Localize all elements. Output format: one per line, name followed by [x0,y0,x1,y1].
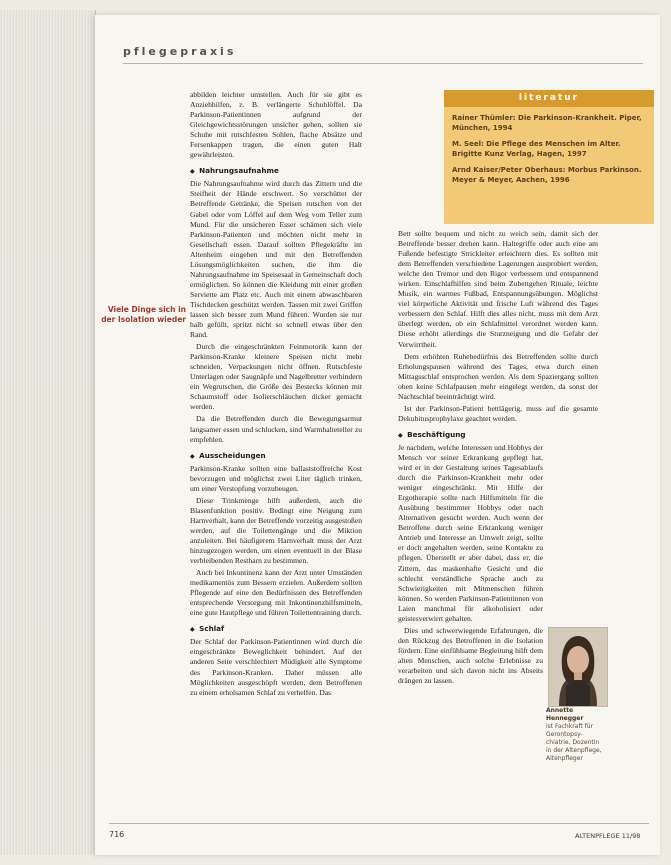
section-heading-beschaeftigung [398,430,598,441]
paragraph: Der Schlaf der Parkinson-Patientinnen wird durch die eingeschränkte Beweglichkeit behindert. Auf der anderen Seite verschlechtert Müdigkeit alle Symptome des Parkinson-Kranken. Daher müssen alle Möglichkeiten ausgeschöpft werden, dem Betroffenen zu einem erholsamen Schlaf zu verhelfen. Das [190,637,362,697]
paragraph: Parkinson-Kranke sollten eine ballaststoffreiche Kost bevorzugen und möglichst zwei Liter täglich trinken, um einer Verstopfung vorzubeugen. [190,463,362,493]
section-header: pflegepraxis [123,45,237,58]
paragraph: Je nachdem, welche Interessen und Hobbys der Mensch vor seiner Erkrankung gepflegt hat, wird er in der Gestaltung seines Tagesablaufs durch die Parkinson-Krankheit mehr oder weniger eingeschränkt. Mit Hilfe der Ergotherapie sollte nach Hilfsmitteln für die Ausübung bestimmter Hobbys oder nach Alternativen gesucht werden. Auch wenn der Betroffene durch seine Erkrankung weniger Antrieb und Interesse an Umwelt zeigt, sollte er doch angehalten werden, seine Kontakte zu pflegen. Überstellt er aber dabei, dass er, die Zittern, das maskenhafte Gesicht und die schlecht verständliche Sprache auch zu Schwierigkeiten mit Mitmenschen führen können. So werden Parkinson-Patientinnen von Laien manchmal für alkoholisiert oder geistesverwirrt gehalten. [398,442,543,623]
paragraph: Da die Betreffenden durch die Bewegungsarmut langsamer essen und schlucken, sind Warmhalteteller zu empfehlen. [190,414,362,444]
paragraph: Auch bei Inkontinenz kann der Arzt unter Umständen medikamentös zum Bessern erzielen. Außerdem sollten Pflegende auf eine den Bedürfnissen des Betreffenden entsprechende Versorgung mit Inkontinenzhilfsmitteln, eine gute Hautpflege und führen Toilettentraining durch. [190,568,362,618]
author-bio-line: ist Fachkraft für [546,723,593,730]
paragraph: Bett sollte bequem und nicht zu weich sein, damit sich der Betreffende besser drehen kann. Haltegriffe oder auch eine am Fußende befestigte Strickleiter erleichtern dies. Es sollten mit dem Betreffenden verschiedene Lagerungen ausprobiert werden, welche den Tremor und den Rigor verbessern und entspannend wirken. Einschlafhilfen sind beim Zubettgehen Rituale, leichte Musik, ein warmes Fußbad, Entspannungsübungen. Möglichst viel körperliche Aktivität und frische Luft während des Tages verbessern den Schlaf. Hilft dies alles nicht, muss mit dem Arzt überlegt werden, ob ein Schlafmittel verordnet werden kann. Diese erhöht allerdings die Sturzneigung und die Gefahr der Verwirrtheit. [398,229,598,349]
paragraph: Dies und schwerwiegende Erfahrungen, die den Rückzug des Betroffenen in die Isolation fördern. Eine einfühlsame Begleitung hilft dem alten Menschen, auch solche Erlebnisse zu verarbeiten und sich davon nicht ins Abseits drängen zu lassen. [398,625,543,686]
author-caption [546,707,604,763]
header-rule [123,63,643,64]
paragraph: Diese Trinkmenge hilft außerdem, auch die Blasenfunktion positiv. Bedingt eine Neigung zum Harnverhalt, kann der Betreffende vorzeitig ausgestoßen werden, auf die Toilettengänge und die Miktion anzuleiten. Bei häufigerem Harnverhalt muss der Arzt hinzugezogen werden, um einen eventuell in der Blase verbleibenden Restharn zu bestimmen. [190,495,362,566]
section-heading-text: Ausscheidungen [199,450,266,460]
diamond-bullet-icon: ◆ [190,626,195,634]
section-heading-text: Beschäftigung [407,429,466,439]
page-number: 716 [109,830,125,839]
literature-entry: Rainer Thümler: Die Parkinson-Krankheit. Piper, München, 1994 [452,114,642,132]
paragraph: Durch die eingeschränkten Feinmotorik kann der Parkinson-Kranke kleinere Speisen nicht mehr schneiden, Verpackungen nicht öffnen. Rutschfeste Unterlagen oder Saugnäpfe und Nagelbretter verhindern ein Wegrutschen, die Größe des Bestecks können mit Schaumstoff oder Isolierschläuchen dicker gemacht werden. [190,342,362,412]
magazine-page [95,15,660,855]
author-portrait-image [549,628,607,706]
book-page-edges [0,10,96,855]
literature-heading: literatur [444,90,654,107]
literature-entry: M. Seel: Die Pflege des Menschen im Alter. Brigitte Kunz Verlag, Hagen, 1997 [452,140,621,158]
section-heading-nahrungsaufnahme [190,166,362,177]
paragraph: Dem erhöhten Ruhebedürfnis des Betreffenden sollte durch Erholungspausen während des Tages, etwa durch einen Mittagsschlaf entsprochen werden. Als dem Spaziergang sollten oben keine Schlafpausen mehr eingelegt werden, da sonst der Nachtschlaf beeinträchtigt wird. [398,351,598,401]
paragraph: Die Nahrungsaufnahme wird durch das Zittern und die Steifheit der Hände erschwert. So verschüttet der Betreffende Getränke, die Speisen rutschen von der Gabel oder vom Löffel auf dem Weg vom Teller zum Mund. Für die unsicheren Esser schämen sich viele Parkinson-Patienten und möchten nicht mehr in Gesellschaft essen. Darauf sollten Pflegekräfte im Altenheim eingehen und mit den Betreffenden Lösungsmöglichkeiten suchen, die ihm die Nahrungsaufnahme im Speisesaal in Gemeinschaft doch ermöglichen. So können die Kleidung mit einer großen Serviette am Platz etc. Auch mit einem abwaschbaren Tischdecken geschützt werden. Tassen mit zwei Griffen lassen sich besser zum Mund führen. Wurden sie nur halb gefüllt, spritzt nicht so schnell etwas über den Rand. [190,179,362,340]
diamond-bullet-icon: ◆ [190,452,195,460]
author-bio-line: Gerontopsy- [546,731,583,738]
author-bio-line: in der Altenpflege, [546,747,602,754]
diamond-bullet-icon: ◆ [398,431,403,439]
diamond-bullet-icon: ◆ [190,168,195,176]
literature-box [444,90,654,224]
journal-reference: ALTENPFLEGE 11/98 [575,832,641,840]
author-bio-line: chiatrie, Dozentin [546,739,600,746]
section-heading-text: Schlaf [199,624,225,634]
right-column [398,229,598,688]
paragraph: Ist der Parkinson-Patient bettlägerig, muss auf die gesamte Dekubitusprophylaxe geachtet werden. [398,403,598,423]
section-heading-ausscheidungen [190,451,362,462]
literature-entry: Arnd Kaiser/Peter Oberhaus: Morbus Parkinson. Meyer & Meyer, Aachen, 1996 [452,166,642,184]
section-heading-schlaf [190,624,362,635]
section-heading-text: Nahrungsaufnahme [199,166,279,176]
author-photo [548,627,608,707]
intro-paragraph: abbilden leichter umstellen. Auch für sie gibt es Anziehhilfen, z. B. verlängerte Schuhlöffel. Da Parkinson-Patientinnen aufgrund der Gleichgewichtsstörungen unsicher gehen, sollten sie Schuhe mit rutschfesten Sohlen, flache Absätze und Fersenkappen tragen, die einen guten Halt gewährleisten. [190,90,362,160]
pull-quote: Viele Dinge sich in der Isolation wieder [101,305,186,324]
author-bio-line: Altenpfleger [546,755,583,762]
footer-rule [109,823,649,824]
author-name: Annette Hennegger [546,707,584,722]
left-column [190,90,362,700]
